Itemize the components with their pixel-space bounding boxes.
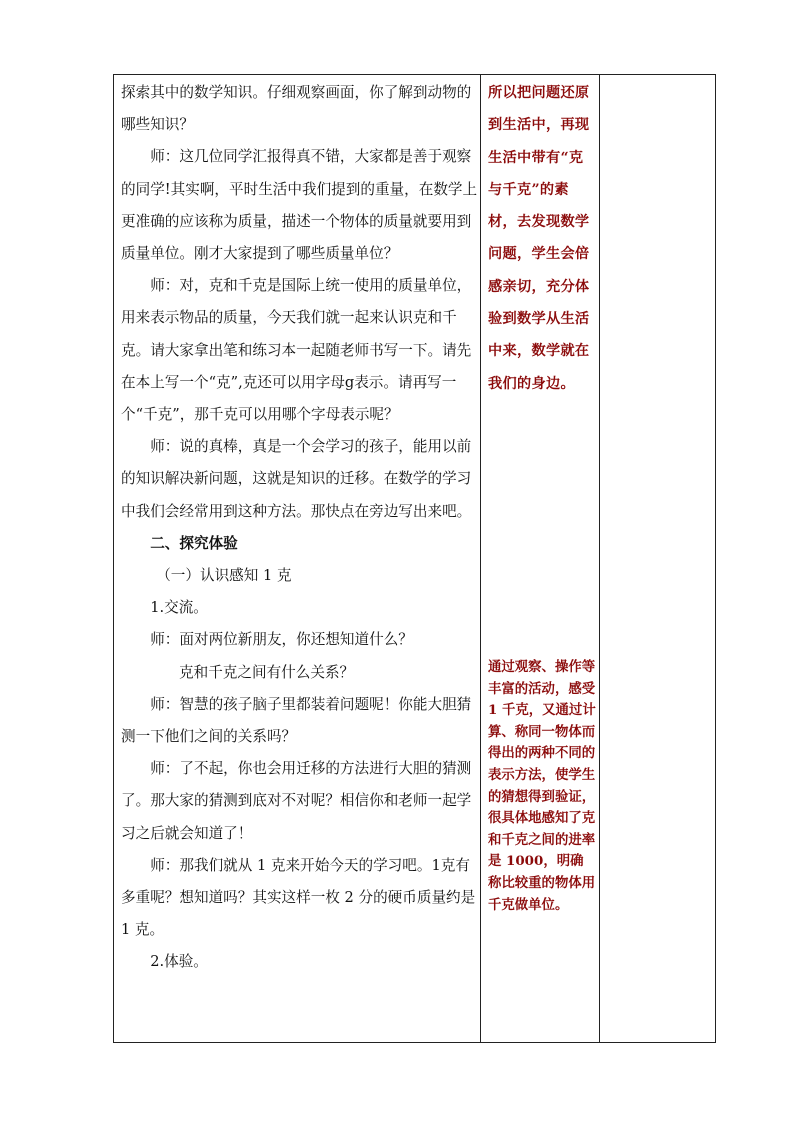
paragraph: 师：面对两位新朋友，你还想知道什么？ (150, 631, 413, 649)
section-heading: 二、探究体验 (150, 534, 238, 552)
paragraph: 1.交流。 (150, 599, 208, 617)
paragraph: 探索其中的数学知识。仔细观察画面，你了解到动物的哪些知识？ (121, 84, 472, 134)
paragraph: 师：这几位同学汇报得真不错，大家都是善于观察的同学!其实啊，平时生活中我们提到的重量，在数学上更准确的应该称为质量，描述一个物体的质量就要用到质量单位。刚才大家提到了哪些质量单位？ (121, 148, 478, 263)
column-divider (480, 75, 481, 1042)
paragraph: 克和千克之间有什么关系？ (179, 663, 355, 681)
design-note (488, 657, 596, 916)
paragraph: 师：对，克和千克是国际上统一使用的质量单位，用来表示物品的质量，今天我们就一起来认识克和千克。请大家拿出笔和练习本一起随老师书写一下。请先在本上写一个“克”,克还可以用字母g表示。请再写一个“千克”，那千克可以用哪个字母表示呢？ (121, 277, 472, 424)
design-note-text: 所以把问题还原到生活中，再现生活中带有“克与千克”的素材，去发现数学问题，学生会倍感亲切，充分体验到数学从生活中来，数学就在我们的身边。 (488, 85, 590, 392)
subsection-heading: （一）认识感知 1 克 (156, 567, 292, 585)
design-note-text: 通过观察、操作等丰富的活动，感受 1 千克，又通过计算、称同一物体而得出的两种不同的表示方法，使学生的猜想得到验证，很具体地感知了克和千克之间的进率是 1000，明确称比较重的物体用千克做单位。 (488, 659, 596, 913)
lesson-table (113, 74, 716, 1043)
paragraph: 师：智慧的孩子脑子里都装着问题呢！你能大胆猜测一下他们之间的关系吗？ (121, 695, 472, 746)
paragraph: 2.体验。 (150, 953, 208, 971)
design-note (488, 77, 596, 400)
paragraph: 师：说的真棒，真是一个会学习的孩子，能用以前的知识解决新问题，这就是知识的迁移。在数学的学习中我们会经常用到这种方法。那快点在旁边写出来吧。 (121, 438, 472, 520)
paragraph: 师：那我们就从 1 克来开始今天的学习吧。1克有多重呢？想知道吗？其实这样一枚 2 分的硬币质量约是 1 克。 (121, 856, 476, 939)
column-divider (599, 75, 600, 1042)
paragraph: 师：了不起，你也会用迁移的方法进行大胆的猜测了。那大家的猜测到底对不对呢？相信你和老师一起学习之后就会知道了！ (121, 760, 472, 842)
lesson-content (121, 77, 479, 979)
